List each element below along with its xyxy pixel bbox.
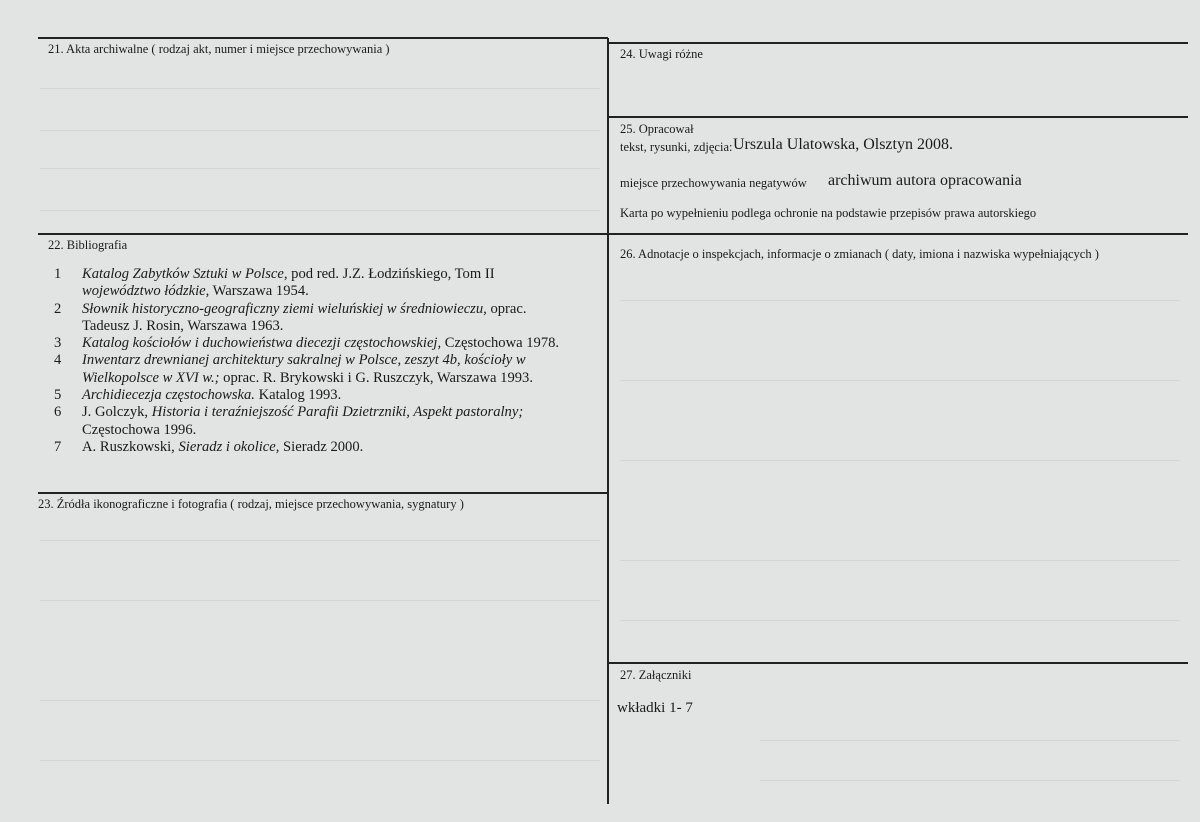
list-item bbox=[38, 439, 606, 456]
list-item bbox=[38, 301, 606, 336]
bib-number: 7 bbox=[54, 438, 62, 455]
bib-title: Historia i teraźniejszość Parafii Dzietrzniki, Aspekt pastoralny; bbox=[151, 404, 524, 421]
bib-title: Sieradz i okolice, bbox=[178, 438, 280, 455]
bleed-line bbox=[40, 760, 600, 761]
bib-detail: oprac. R. Brykowski i G. Ruszczyk, Warszawa 1993. bbox=[219, 369, 534, 386]
bleed-line bbox=[40, 130, 600, 131]
bleed-line bbox=[620, 560, 1180, 561]
rule-top-left bbox=[38, 37, 608, 39]
bib-title: Katalog kościołów i duchowieństwa diecezji częstochowskiej, bbox=[82, 335, 442, 352]
bleed-line bbox=[620, 380, 1180, 381]
list-item bbox=[38, 266, 606, 301]
bib-title: województwo łódzkie, bbox=[82, 283, 210, 300]
bib-title: Wielkopolsce w XVI w.; bbox=[82, 369, 220, 386]
bleed-line bbox=[620, 460, 1180, 461]
bib-number: 2 bbox=[54, 300, 62, 317]
section-27-heading: 27. Załączniki bbox=[620, 668, 692, 682]
rule-top-right bbox=[608, 42, 1188, 44]
bib-detail: Tadeusz J. Rosin, Warszawa 1963. bbox=[82, 317, 284, 334]
bleed-line bbox=[620, 620, 1180, 621]
copyright-note: Karta po wypełnieniu podlega ochronie na podstawie przepisów prawa autorskiego bbox=[620, 206, 1037, 220]
bib-text bbox=[82, 301, 606, 336]
bleed-line bbox=[620, 300, 1180, 301]
bib-text bbox=[82, 439, 606, 456]
bib-number: 6 bbox=[54, 404, 62, 421]
rule-s27-top bbox=[608, 662, 1188, 664]
bleed-line bbox=[40, 700, 600, 701]
bib-number: 1 bbox=[54, 266, 62, 282]
author-value: Urszula Ulatowska, Olsztyn 2008. bbox=[733, 136, 953, 153]
rule-s22-top bbox=[38, 233, 1188, 235]
list-item bbox=[38, 335, 606, 352]
bib-text bbox=[82, 266, 606, 301]
list-item bbox=[38, 352, 606, 387]
bib-number: 3 bbox=[54, 335, 62, 352]
bib-detail: Częstochowa 1978. bbox=[441, 335, 560, 352]
bib-detail: Częstochowa 1996. bbox=[82, 421, 197, 438]
section-26-heading: 26. Adnotacje o inspekcjach, informacje o zmianach ( daty, imiona i nazwiska wypełniających ) bbox=[620, 247, 1099, 261]
bleed-line bbox=[760, 740, 1180, 741]
bib-detail: J. Golczyk, bbox=[82, 404, 152, 421]
attachments-value: wkładki 1- 7 bbox=[617, 700, 693, 716]
section-25-heading: 25. Opracował bbox=[620, 122, 694, 136]
author-label: tekst, rysunki, zdjęcia: bbox=[620, 140, 733, 154]
section-22-heading: 22. Bibliografia bbox=[48, 238, 128, 252]
bibliography-list bbox=[38, 266, 606, 456]
list-item bbox=[38, 387, 606, 404]
bleed-line bbox=[40, 88, 600, 89]
bleed-line bbox=[40, 600, 600, 601]
bib-title: Słownik historyczno-geograficzny ziemi wieluńskiej w średniowieczu, bbox=[82, 300, 487, 317]
bib-title: Inwentarz drewnianej architektury sakralnej w Polsce, zeszyt 4b, kościoły w bbox=[82, 352, 526, 369]
bib-title: Katalog Zabytków Sztuki w Polsce, bbox=[82, 266, 288, 282]
bib-detail: oprac. bbox=[486, 300, 527, 317]
bib-detail: A. Ruszkowski, bbox=[82, 438, 179, 455]
bib-text bbox=[82, 352, 606, 387]
negatives-label: miejsce przechowywania negatywów bbox=[620, 176, 807, 190]
rule-s25-top bbox=[608, 116, 1188, 118]
bib-number: 5 bbox=[54, 387, 62, 404]
list-item bbox=[38, 404, 606, 439]
rule-center-vertical bbox=[607, 38, 609, 804]
bib-detail: Sieradz 2000. bbox=[279, 438, 364, 455]
bib-text bbox=[82, 404, 606, 439]
section-21-heading: 21. Akta archiwalne ( rodzaj akt, numer i miejsce przechowywania ) bbox=[48, 42, 390, 56]
bib-text bbox=[82, 387, 606, 404]
bleed-line bbox=[40, 540, 600, 541]
bib-number: 4 bbox=[54, 352, 62, 369]
bleed-line bbox=[40, 168, 600, 169]
bib-detail: Warszawa 1954. bbox=[209, 283, 309, 300]
bib-text bbox=[82, 335, 606, 352]
negatives-value: archiwum autora opracowania bbox=[828, 172, 1022, 189]
section-24-heading: 24. Uwagi różne bbox=[620, 47, 703, 61]
bleed-line bbox=[760, 780, 1180, 781]
bib-detail: Katalog 1993. bbox=[254, 387, 342, 404]
bleed-line bbox=[40, 210, 600, 211]
rule-s23-top bbox=[38, 492, 608, 494]
section-23-heading: 23. Źródła ikonograficzne i fotografia ( rodzaj, miejsce przechowywania, sygnatury ) bbox=[38, 497, 464, 511]
bib-title: Archidiecezja częstochowska. bbox=[82, 387, 255, 404]
bib-detail: pod red. J.Z. Łodzińskiego, Tom II bbox=[287, 266, 495, 282]
